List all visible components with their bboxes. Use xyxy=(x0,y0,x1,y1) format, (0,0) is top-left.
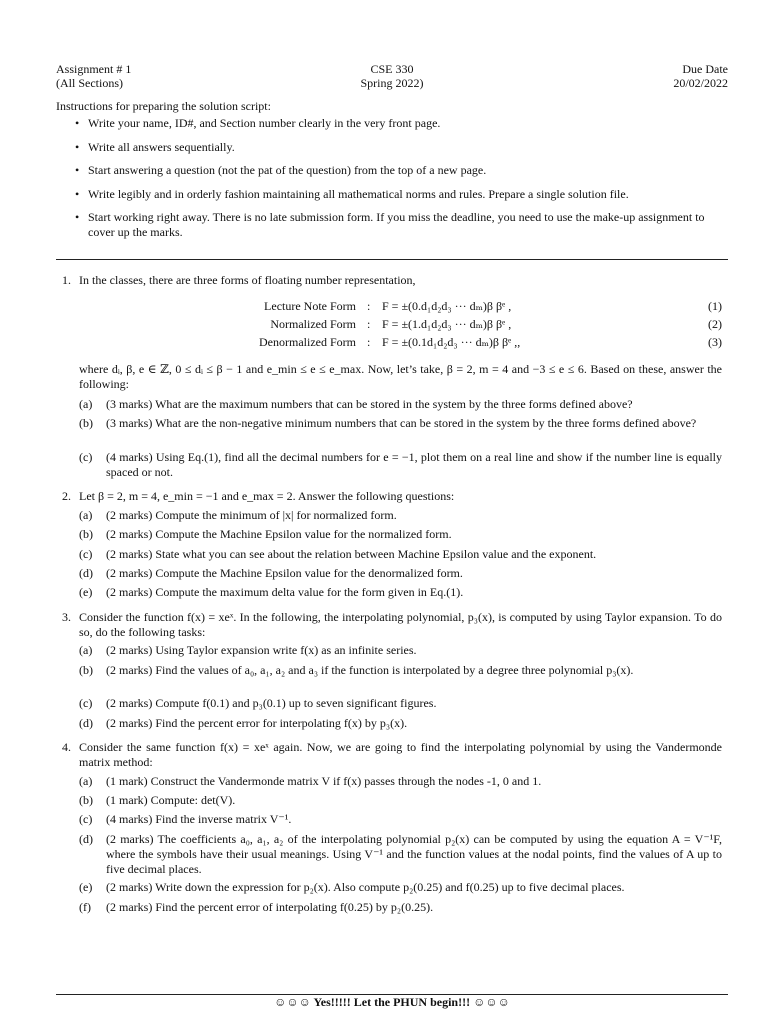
part-label: (c) xyxy=(79,450,93,464)
part-text: (2 marks) Find the percent error of interpolating f(0.25) by p₂(0.25). xyxy=(106,900,434,914)
instruction-item: • Start answering a question (not the pat of the question) from the top of a new page. xyxy=(56,163,728,178)
equation-number: (2) xyxy=(708,317,722,331)
part-label: (c) xyxy=(79,812,93,826)
equation-colon: : xyxy=(367,317,371,331)
part-label: (a) xyxy=(79,774,93,788)
part-label: (a) xyxy=(79,508,93,522)
assignment-number: Assignment # 1 xyxy=(56,62,132,76)
part-text: (2 marks) Find the percent error for interpolating f(x) by p₃(x). xyxy=(106,716,408,730)
question-intro: Consider the function f(x) = xeˣ. In the following, the interpolating polynomial, p₃(x), is computed by using Taylor expansion. To do so, do the following tasks: xyxy=(79,610,722,639)
instructions-list xyxy=(56,116,728,248)
equation-colon: : xyxy=(367,299,371,313)
question-intro: Consider the same function f(x) = xeˣ again. Now, we are going to find the interpolating polynomial by using the Vandermonde matrix method: xyxy=(79,740,722,769)
part-text: (2 marks) Compute the Machine Epsilon value for the normalized form. xyxy=(106,527,452,541)
document-header xyxy=(56,62,728,92)
question-intro: In the classes, there are three forms of floating number representation, xyxy=(79,273,416,287)
part-text: (1 mark) Compute: det(V). xyxy=(106,793,236,807)
part-text: (4 marks) Find the inverse matrix V⁻¹. xyxy=(106,812,292,826)
equation-label: Denormalized Form xyxy=(259,335,356,349)
assignment-sections: (All Sections) xyxy=(56,76,123,90)
part-label: (a) xyxy=(79,397,93,411)
part-label: (b) xyxy=(79,416,93,430)
equation-number: (3) xyxy=(708,335,722,349)
part-label: (c) xyxy=(79,696,93,710)
part-text: (2 marks) State what you can see about the relation between Machine Epsilon value and the exponent. xyxy=(106,547,597,561)
part-text: (2 marks) Compute f(0.1) and p₃(0.1) up to seven significant figures. xyxy=(106,696,437,710)
part-label: (e) xyxy=(79,585,93,599)
equation-row xyxy=(56,334,722,350)
part-text: (2 marks) Compute the maximum delta value for the form given in Eq.(1). xyxy=(106,585,464,599)
footer-message: ☺☺☺ Yes!!!!! Let the PHUN begin!!! ☺☺☺ xyxy=(274,995,510,1009)
header-right xyxy=(673,62,728,90)
course-code: CSE 330 xyxy=(370,62,414,76)
part-text: (2 marks) Compute the Machine Epsilon value for the denormalized form. xyxy=(106,566,463,580)
part-text: (2 marks) Write down the expression for p₂(x). Also compute p₂(0.25) and f(0.25) up to five decimal places. xyxy=(106,880,625,894)
question-number: 1. xyxy=(62,273,71,287)
part-label: (d) xyxy=(79,566,93,580)
part-label: (b) xyxy=(79,527,93,541)
part-label: (b) xyxy=(79,663,93,677)
part-label: (d) xyxy=(79,832,93,846)
equation-body: F = ±(0.1d₁d₂d₃ ··· dₘ)β βᵉ ,, xyxy=(382,335,521,349)
part-label: (b) xyxy=(79,793,93,807)
part-text: (2 marks) Compute the minimum of |x| for normalized form. xyxy=(106,508,397,522)
part-label: (c) xyxy=(79,547,93,561)
equation-body: F = ±(0.d₁d₂d₃ ··· dₘ)β βᵉ , xyxy=(382,299,512,313)
header-center xyxy=(56,62,728,90)
instruction-item: • Write legibly and in orderly fashion maintaining all mathematical norms and rules. Prepare a single solution file. xyxy=(56,187,728,202)
equation-label: Lecture Note Form xyxy=(264,299,356,313)
question-number: 3. xyxy=(62,610,71,624)
equation-row xyxy=(56,316,722,332)
instruction-item: • Start working right away. There is no late submission form. If you miss the deadline, you need to use the make-up assignment to cover up the marks. xyxy=(56,210,728,239)
part-text: (2 marks) Using Taylor expansion write f(x) as an infinite series. xyxy=(106,643,417,657)
part-text: (3 marks) What are the maximum numbers that can be stored in the system by the three forms defined above? xyxy=(106,397,633,411)
equation-number: (1) xyxy=(708,299,722,313)
question-number: 4. xyxy=(62,740,71,754)
instructions-title: Instructions for preparing the solution script: xyxy=(56,99,271,113)
equation-colon: : xyxy=(367,335,371,349)
question-where-text: where dᵢ, β, e ∈ ℤ, 0 ≤ dᵢ ≤ β − 1 and e_min ≤ e ≤ e_max. Now, let’s take, β = 2, m = 4 and −3 ≤ e ≤ 6. Based on these, answer the following: xyxy=(79,362,722,391)
section-divider xyxy=(56,259,728,260)
instruction-item: • Write your name, ID#, and Section number clearly in the very front page. xyxy=(56,116,728,131)
part-label: (e) xyxy=(79,880,93,894)
part-label: (a) xyxy=(79,643,93,657)
part-text: (1 mark) Construct the Vandermonde matrix V if f(x) passes through the nodes -1, 0 and 1. xyxy=(106,774,542,788)
question-number: 2. xyxy=(62,489,71,503)
instruction-item: • Write all answers sequentially. xyxy=(56,140,728,155)
equation-row xyxy=(56,298,722,314)
question-intro: Let β = 2, m = 4, e_min = −1 and e_max = 2. Answer the following questions: xyxy=(79,489,455,503)
equation-body: F = ±(1.d₁d₂d₃ ··· dₘ)β βᵉ , xyxy=(382,317,512,331)
part-text: (4 marks) Using Eq.(1), find all the decimal numbers for e = −1, plot them on a real line and show if the number line is equally spaced or not. xyxy=(106,450,722,479)
part-text: (2 marks) Find the values of a₀, a₁, a₂ and a₃ if the function is interpolated by a degree three polynomial p₃(x). xyxy=(106,663,634,677)
due-date-label: Due Date xyxy=(682,62,728,76)
part-label: (f) xyxy=(79,900,91,914)
equation-label: Normalized Form xyxy=(270,317,356,331)
part-text: (3 marks) What are the non-negative minimum numbers that can be stored in the system by the three forms defined above? xyxy=(106,416,697,430)
part-text: (2 marks) The coefficients a₀, a₁, a₂ of the interpolating polynomial p₂(x) can be computed by using the equation A = V⁻¹F, where the symbols have their usual meanings. Using V⁻¹ and the function values at the nodal points, find the values of A up to five decimal places. xyxy=(106,832,722,876)
part-label: (d) xyxy=(79,716,93,730)
due-date-value: 20/02/2022 xyxy=(673,76,728,90)
semester: Spring 2022) xyxy=(360,76,424,90)
